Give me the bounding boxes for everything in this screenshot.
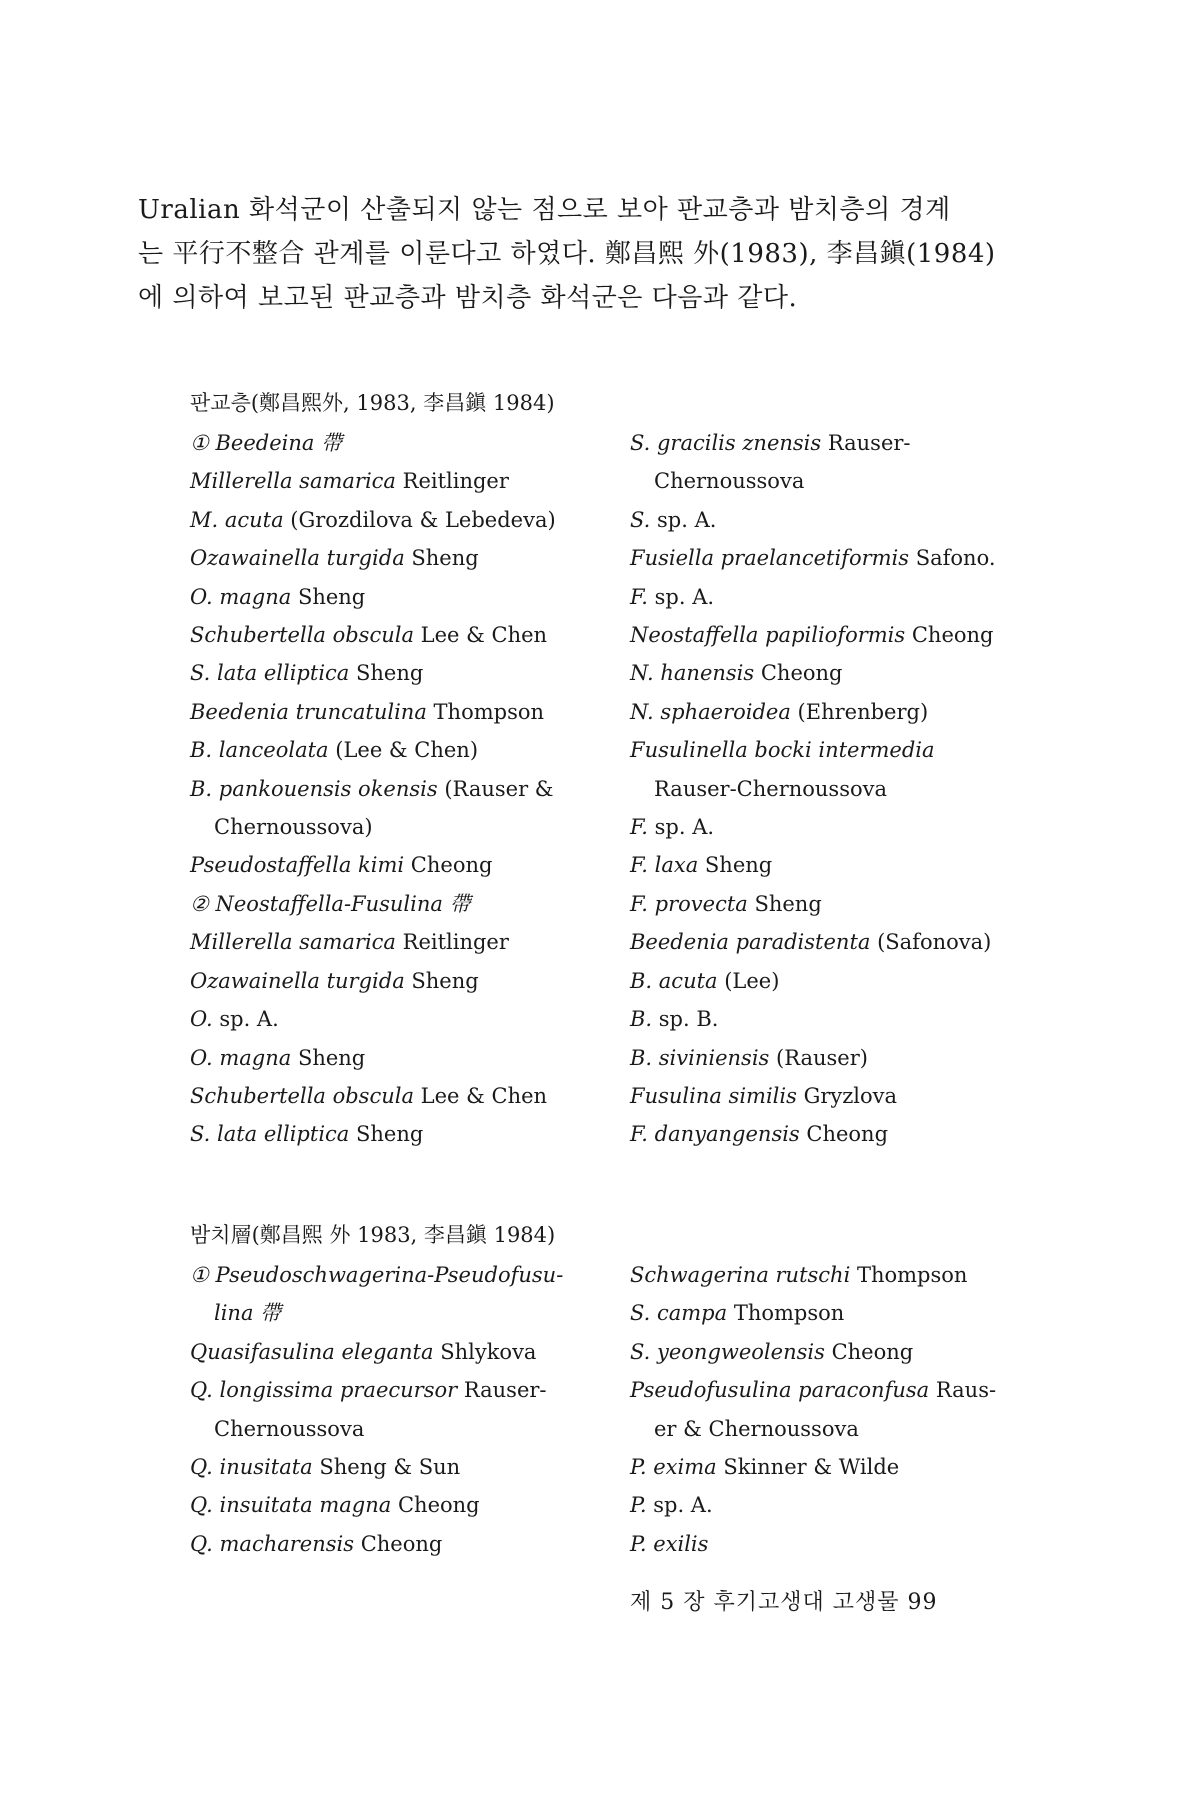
- taxon-name: N. hanensis: [630, 661, 755, 686]
- taxon-name: Q. longissima praecursor: [190, 1378, 458, 1403]
- species-entry: [630, 462, 1050, 500]
- taxon-name: Beedenia truncatulina: [190, 699, 427, 724]
- taxon-name: Fusulinella bocki intermedia: [630, 738, 935, 763]
- taxon-author: Rauser-: [457, 1378, 547, 1403]
- taxon-name: P. exilis: [630, 1531, 709, 1556]
- taxon-author: Cheong: [391, 1493, 480, 1518]
- taxon-author: Thompson: [426, 699, 545, 724]
- taxon-name: S.: [630, 507, 651, 532]
- section-heading: 판교층(鄭昌熙外, 1983, 李昌鎭 1984): [190, 391, 555, 415]
- taxon-author: Chernoussova: [654, 469, 805, 494]
- taxon-name: Millerella samarica: [190, 930, 396, 955]
- taxon-author: sp. A.: [212, 1007, 279, 1032]
- species-entry: [630, 1294, 1050, 1332]
- left-column: [190, 424, 630, 1154]
- taxon-name: Beedenia paradistenta: [630, 930, 871, 955]
- taxon-name: Schubertella obscula: [190, 1083, 414, 1108]
- taxon-author: (Rauser &: [437, 776, 554, 801]
- species-entry: [190, 1115, 630, 1153]
- taxon-name: F.: [630, 584, 648, 609]
- taxon-author: sp. B.: [652, 1007, 719, 1032]
- taxon-author: Reitlinger: [395, 469, 509, 494]
- species-entry: [190, 846, 630, 884]
- taxon-author: Gryzlova: [796, 1083, 898, 1108]
- taxon-author: Sheng: [404, 546, 479, 571]
- taxon-author: Shlykova: [433, 1339, 537, 1364]
- taxon-author: sp. A.: [650, 507, 717, 532]
- species-entry: [630, 1525, 1050, 1563]
- taxon-author: Cheong: [404, 853, 493, 878]
- species-entry: [190, 654, 630, 692]
- species-entry: [630, 1077, 1050, 1115]
- species-entry: [190, 1256, 630, 1294]
- species-entry: [630, 1448, 1050, 1486]
- taxon-author: Cheong: [824, 1339, 914, 1364]
- species-entry: [630, 885, 1050, 923]
- taxon-name: ① Pseudoschwagerina-Pseudofusu-: [190, 1263, 564, 1287]
- taxon-name: S. campa: [630, 1301, 728, 1326]
- species-entry: [630, 616, 1050, 654]
- taxon-name: B. lanceolata: [190, 738, 329, 763]
- taxon-author: Chernoussova): [214, 815, 373, 840]
- taxon-author: Sheng: [747, 891, 822, 916]
- taxon-name: F. provecta: [630, 891, 748, 916]
- taxon-author: er & Chernoussova: [654, 1416, 859, 1441]
- species-entry: [190, 424, 630, 462]
- species-entry: [190, 885, 630, 923]
- species-entry: [630, 539, 1050, 577]
- taxon-author: (Ehrenberg): [790, 699, 929, 724]
- species-entry: [630, 1333, 1050, 1371]
- taxon-author: Rauser-: [821, 431, 911, 455]
- taxon-name: S. lata elliptica: [190, 1122, 350, 1147]
- taxon-name: Schwagerina rutschi: [630, 1263, 851, 1287]
- taxon-name: S. yeongweolensis: [630, 1339, 825, 1364]
- taxon-author: Sheng: [291, 584, 366, 609]
- species-entry: [630, 424, 1050, 462]
- taxon-name: P. exima: [630, 1455, 717, 1480]
- taxon-author: Sheng: [698, 853, 773, 878]
- species-entry: [190, 501, 630, 539]
- taxon-name: Fusiella praelancetiformis: [630, 546, 910, 571]
- taxon-author: sp. A.: [647, 584, 715, 609]
- taxon-name: Ozawainella turgida: [190, 546, 405, 571]
- taxon-author: Sheng: [404, 968, 479, 993]
- species-entry: [630, 1039, 1050, 1077]
- species-entry: [630, 846, 1050, 884]
- taxon-author: (Lee): [717, 968, 780, 993]
- species-entry: [630, 1410, 1050, 1448]
- taxon-name: F. danyangensis: [630, 1122, 800, 1147]
- section-pangyo: [190, 388, 1050, 1154]
- taxon-author: Safono.: [909, 546, 996, 571]
- section-heading: 밤치層(鄭昌熙 外 1983, 李昌鎭 1984): [190, 1223, 556, 1247]
- species-entry: [630, 1371, 1050, 1409]
- species-entry: [630, 501, 1050, 539]
- taxon-author: (Safonova): [870, 930, 992, 955]
- taxon-name: Q. macharensis: [190, 1531, 355, 1556]
- taxon-name: lina 帶: [214, 1301, 282, 1326]
- taxon-name: Pseudostaffella kimi: [190, 853, 405, 878]
- species-entry: [190, 1333, 630, 1371]
- taxon-name: N. sphaeroidea: [630, 699, 791, 724]
- taxon-author: Cheong: [754, 661, 843, 686]
- taxon-name: M. acuta: [190, 507, 284, 532]
- species-entry: [190, 923, 630, 961]
- taxon-author: Lee & Chen: [414, 1083, 548, 1108]
- taxon-name: O.: [190, 1007, 213, 1032]
- species-entry: [190, 1410, 630, 1448]
- taxon-name: B. acuta: [630, 968, 718, 993]
- taxon-name: F. laxa: [630, 853, 699, 878]
- taxon-author: Sheng: [291, 1045, 366, 1070]
- taxon-name: P.: [630, 1493, 647, 1518]
- right-column: [630, 424, 1050, 1154]
- taxon-author: Sheng: [349, 661, 424, 686]
- taxon-author: Lee & Chen: [414, 623, 548, 648]
- taxon-author: Cheong: [905, 623, 994, 648]
- taxon-name: S. lata elliptica: [190, 661, 350, 686]
- right-column: [630, 1256, 1050, 1563]
- species-entry: [630, 923, 1050, 961]
- intro-line-2: 는 平行不整合 관계를 이룬다고 하였다. 鄭昌熙 外(1983), 李昌鎭(1984): [138, 239, 996, 269]
- taxon-author: (Grozdilova & Lebedeva): [283, 507, 556, 532]
- taxon-author: Reitlinger: [395, 930, 509, 955]
- species-entry: [190, 1039, 630, 1077]
- taxon-author: sp. A.: [647, 815, 715, 840]
- species-entry: [190, 1077, 630, 1115]
- taxon-name: Quasifasulina eleganta: [190, 1339, 434, 1364]
- taxon-name: Q. inusitata: [190, 1455, 313, 1480]
- taxon-author: (Lee & Chen): [328, 738, 479, 763]
- species-entry: [190, 539, 630, 577]
- taxon-author: Thompson: [727, 1301, 845, 1326]
- species-entry: [190, 693, 630, 731]
- species-entry: [190, 1525, 630, 1563]
- taxon-author: (Rauser): [769, 1045, 868, 1070]
- page-footer: 제 5 장 후기고생대 고생물 99: [630, 1590, 938, 1615]
- taxon-author: Sheng: [349, 1122, 424, 1147]
- intro-paragraph: [138, 188, 1028, 320]
- taxon-name: S. gracilis znensis: [630, 431, 822, 455]
- left-column: [190, 1256, 630, 1563]
- species-entry: [630, 770, 1050, 808]
- species-entry: [630, 693, 1050, 731]
- species-entry: [630, 962, 1050, 1000]
- species-entry: [190, 1294, 630, 1332]
- taxon-name: O. magna: [190, 584, 292, 609]
- species-entry: [190, 962, 630, 1000]
- species-entry: [630, 1486, 1050, 1524]
- taxon-name: O. magna: [190, 1045, 292, 1070]
- taxon-name: ② Neostaffella-Fusulina 帶: [190, 891, 471, 916]
- taxon-name: Schubertella obscula: [190, 623, 414, 648]
- species-entry: [190, 1486, 630, 1524]
- taxon-name: ① Beedeina 帶: [190, 431, 343, 455]
- species-entry: [190, 1448, 630, 1486]
- species-entry: [630, 808, 1050, 846]
- taxon-author: Sheng & Sun: [312, 1455, 461, 1480]
- species-entry: [190, 1371, 630, 1409]
- taxon-author: Thompson: [850, 1263, 968, 1287]
- intro-line-3: 에 의하여 보고된 판교층과 밤치층 화석군은 다음과 같다.: [138, 283, 798, 313]
- taxon-name: B.: [630, 1007, 653, 1032]
- species-entry: [630, 1256, 1050, 1294]
- section-bamchi: [190, 1220, 1050, 1563]
- species-entry: [190, 808, 630, 846]
- species-entry: [190, 731, 630, 769]
- taxon-name: Fusulina similis: [630, 1083, 797, 1108]
- taxon-name: B. pankouensis okensis: [190, 776, 438, 801]
- species-entry: [190, 616, 630, 654]
- intro-line-1: Uralian 화석군이 산출되지 않는 점으로 보아 판교층과 밤치층의 경계: [138, 195, 951, 225]
- taxon-author: sp. A.: [646, 1493, 713, 1518]
- species-entry: [190, 770, 630, 808]
- taxon-author: Chernoussova: [214, 1416, 365, 1441]
- species-entry: [630, 654, 1050, 692]
- taxon-name: Pseudofusulina paraconfusa: [630, 1378, 930, 1403]
- species-entry: [190, 1000, 630, 1038]
- species-entry: [630, 578, 1050, 616]
- taxon-author: Cheong: [354, 1531, 443, 1556]
- taxon-author: Cheong: [799, 1122, 889, 1147]
- taxon-name: Millerella samarica: [190, 469, 396, 494]
- taxon-name: Neostaffella papilioformis: [630, 623, 906, 648]
- taxon-name: Q. insuitata magna: [190, 1493, 392, 1518]
- species-entry: [630, 1115, 1050, 1153]
- species-entry: [190, 578, 630, 616]
- species-entry: [190, 462, 630, 500]
- taxon-author: Skinner & Wilde: [716, 1455, 900, 1480]
- species-entry: [630, 731, 1050, 769]
- taxon-name: F.: [630, 815, 648, 840]
- taxon-author: Raus-: [929, 1378, 997, 1403]
- species-entry: [630, 1000, 1050, 1038]
- taxon-name: B. siviniensis: [630, 1045, 770, 1070]
- taxon-name: Ozawainella turgida: [190, 968, 405, 993]
- taxon-author: Rauser-Chernoussova: [654, 776, 888, 801]
